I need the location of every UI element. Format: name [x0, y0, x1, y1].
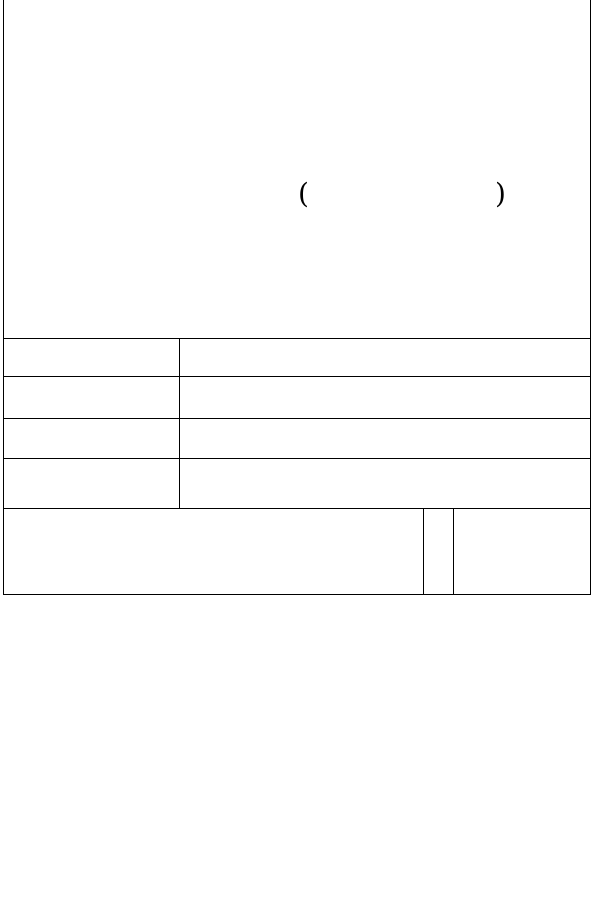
reception-divider-left: [423, 508, 424, 595]
brace-right: ): [495, 177, 506, 210]
label-column-divider: [179, 338, 180, 508]
brace-left: (: [298, 177, 309, 210]
location-field[interactable]: [181, 340, 589, 375]
office-name-field[interactable]: [181, 378, 589, 417]
row-divider: [3, 458, 591, 459]
reception-divider-right: [453, 508, 454, 595]
row-divider: [3, 508, 591, 509]
row-divider: [3, 418, 591, 419]
row-divider: [3, 376, 591, 377]
table-top-border: [3, 338, 591, 339]
scope-field[interactable]: [181, 420, 589, 457]
facility-field[interactable]: [181, 460, 589, 507]
